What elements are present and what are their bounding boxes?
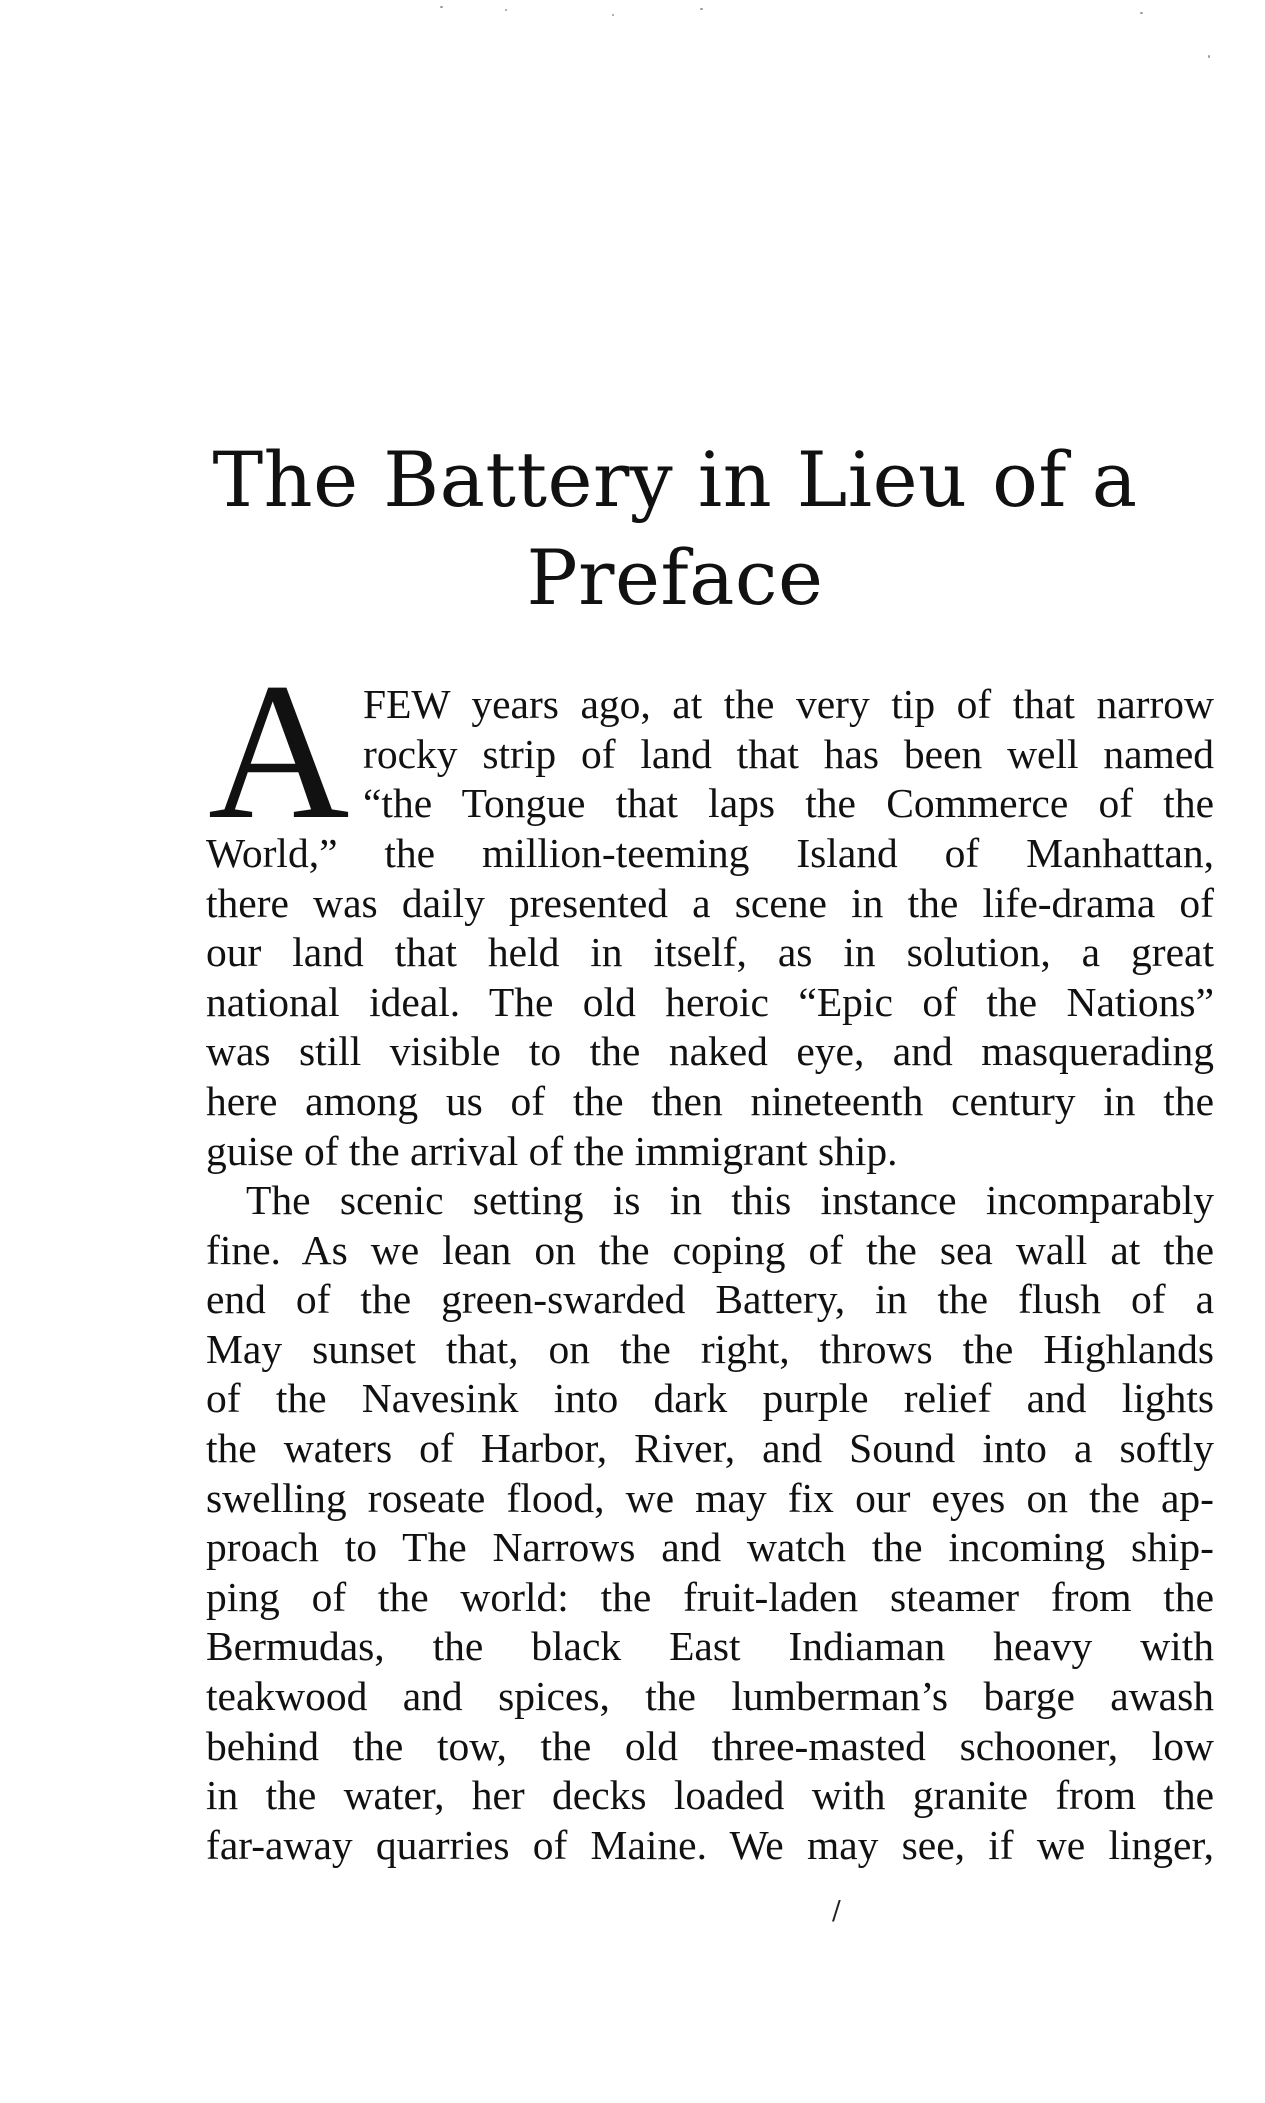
text-line: there was daily presented a scene in the life-drama of	[206, 879, 1214, 926]
first-paragraph	[206, 829, 1214, 1176]
text-line: end of the green-swarded Battery, in the flush of a	[206, 1276, 1214, 1323]
chapter-title-line-1: The Battery in Lieu of a	[212, 435, 1138, 524]
text-line: “the Tongue that laps the Commerce of the	[363, 780, 1214, 827]
scan-speck	[1208, 55, 1210, 58]
text-line: rocky strip of land that has been well named	[363, 730, 1214, 777]
second-paragraph	[206, 1176, 1214, 1870]
text-line: teakwood and spices, the lumberman’s barge awash	[206, 1672, 1214, 1719]
text-line: guise of the arrival of the immigrant ship.	[206, 1127, 898, 1174]
drop-cap: A	[208, 643, 350, 860]
text-line: ping of the world: the fruit-laden steamer from the	[206, 1573, 1214, 1620]
text-line: swelling roseate flood, we may fix our eyes on the ap-	[206, 1474, 1214, 1521]
text-line: FEW years ago, at the very tip of that narrow	[363, 681, 1214, 727]
text-line: was still visible to the naked eye, and masquerading	[206, 1028, 1214, 1075]
text-line: in the water, her decks loaded with granite from the	[206, 1772, 1214, 1819]
text-line: here among us of the then nineteenth century in the	[206, 1077, 1214, 1124]
scan-speck	[1140, 12, 1143, 14]
scan-speck	[505, 9, 507, 11]
text-line: May sunset that, on the right, throws the Highlands	[206, 1325, 1214, 1372]
first-paragraph-indented-lines	[363, 680, 1214, 829]
text-line: behind the tow, the old three-masted schooner, low	[206, 1722, 1214, 1769]
scan-speck	[440, 6, 443, 8]
text-line: national ideal. The old heroic “Epic of the Nations”	[206, 978, 1214, 1025]
scan-speck	[612, 14, 614, 16]
scan-speck	[700, 8, 703, 10]
text-line: of the Navesink into dark purple relief and lights	[206, 1375, 1214, 1422]
text-line: fine. As we lean on the coping of the sea wall at the	[206, 1226, 1214, 1273]
text-line: our land that held in itself, as in solution, a great	[206, 929, 1214, 976]
chapter-title-line-2: Preface	[526, 533, 824, 622]
text-line: Bermudas, the black East Indiaman heavy with	[206, 1623, 1214, 1670]
text-line: far-away quarries of Maine. We may see, if we linger,	[206, 1821, 1214, 1868]
text-line: proach to The Narrows and watch the incoming ship-	[206, 1524, 1214, 1571]
text-line: The scenic setting is in this instance incomparably	[246, 1177, 1214, 1223]
page-mark: /	[832, 1896, 841, 1926]
text-line: World,” the million-teeming Island of Manhattan,	[206, 830, 1214, 876]
text-line: the waters of Harbor, River, and Sound into a softly	[206, 1424, 1214, 1471]
